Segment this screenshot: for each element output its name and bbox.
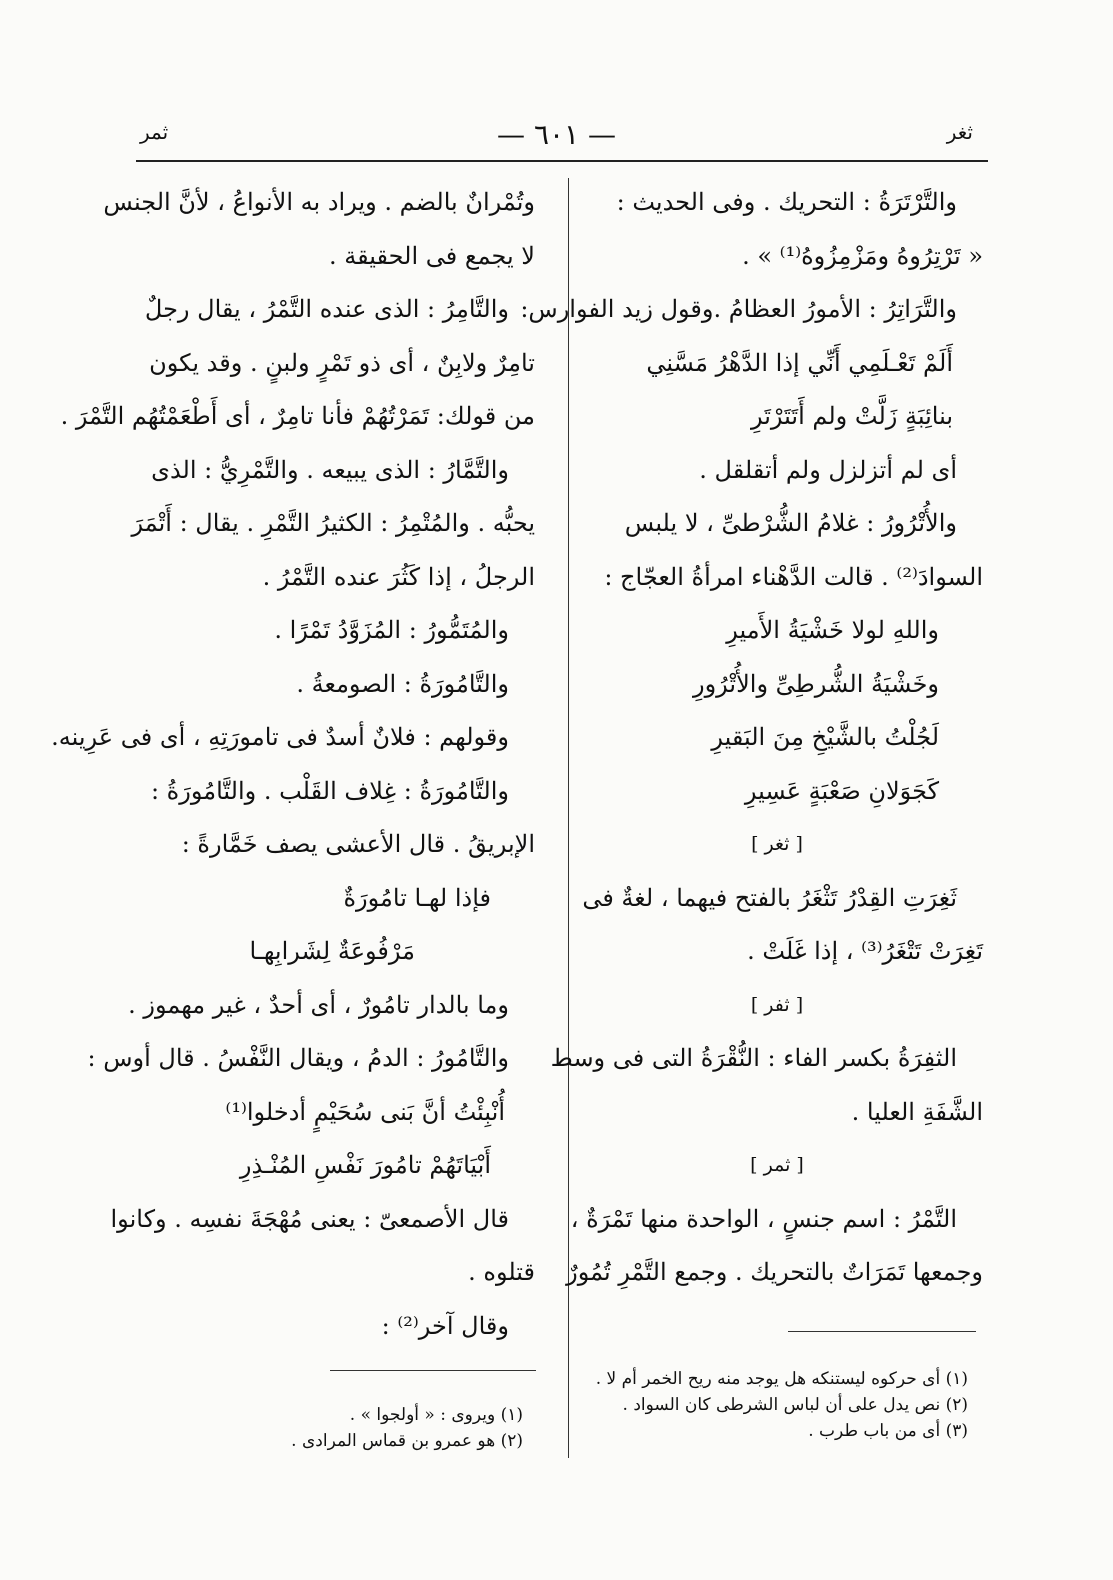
text-line: الشَّفَةِ العليا . <box>851 1097 983 1126</box>
text-line: تامِرٌ ولابِنٌ ، أى ذو تَمْرٍ ولبنٍ . وقد يكون <box>149 348 535 377</box>
right-column <box>520 176 983 1300</box>
text-line: لا يجمع فى الحقيقة . <box>329 241 535 270</box>
text-line: والتَّامِرُ : الذى عنده التَّمْرُ ، يقال رجلٌ <box>144 295 509 323</box>
text-line: وقال آخر⁽²⁾ : <box>381 1311 509 1340</box>
footnote: (٣) أى من باب طرب . <box>808 1421 968 1441</box>
verse-line: مَرْفُوعَةٌ لِشَرابِهـا <box>249 937 415 965</box>
text-line: السوادَ⁽²⁾ . قالت الدَّهْناء امرأةُ العجّاج : <box>604 562 983 591</box>
header-rule <box>136 160 988 162</box>
text-line: والتَّرَاتِرُ : الأمورُ العظامُ .وقول زيد الفوارس: <box>520 295 957 323</box>
footnote: (٢) نص يدل على أن لباس الشرطى كان السواد . <box>622 1395 968 1415</box>
footnotes-left <box>143 1402 523 1454</box>
left-column <box>51 176 535 1353</box>
verse-line: بنائِبَةٍ زَلَّتْ ولم أَتَتَرْتَرِ <box>750 402 953 430</box>
page-number: — ٦٠١ — <box>497 118 616 151</box>
text-line: والتَّرْتَرَةُ : التحريك . وفى الحديث : <box>616 188 957 216</box>
text-line: التَّمْرُ : اسم جنسٍ ، الواحدة منها تَمْرَةٌ ، <box>570 1204 957 1233</box>
text-line: والأُتْرُورُ : غلامُ الشُّرْطىِّ ، لا يلبس <box>624 509 957 537</box>
verse-line: واللهِ لولا خَشْيَةُ الأَميرِ <box>726 616 939 644</box>
entry-heading: [ ثفر ] <box>750 993 804 1016</box>
verse-line: لَجُلْتُ بالشَّيْخِ مِنَ البَقيرِ <box>711 723 939 751</box>
verse-line: أُنْبِئْتُ أنَّ بَنى سُحَيْمٍ أدخلوا⁽¹⁾ <box>225 1097 505 1126</box>
text-line: وجمعها تَمَرَاتٌ بالتحريك . وجمع التَّمْرِ تُمُورٌ <box>566 1258 983 1286</box>
text-line: الرجلُ ، إذا كَثُرَ عنده التَّمْرُ . <box>262 562 535 591</box>
text-line: والتَّامُورُ : الدمُ ، ويقال النَّفْسُ . قال أوس : <box>87 1044 509 1072</box>
text-line: قتلوه . <box>468 1258 535 1286</box>
text-line: من قولك: تَمَرْتُهُمْ فأنا تامِرٌ ، أى أَطْعَمْتُهُم التَّمْرَ . <box>60 402 535 430</box>
verse-line: أَلَمْ تَعْـلَمِي أَنِّي إذا الدَّهْرُ مَسَّنِي <box>646 348 953 377</box>
verse-line: أَبْيَاتَهُمْ تامُورَ نَفْسِ المُنْـذِرِ <box>239 1151 491 1179</box>
text-line: وقولهم : فلانٌ أسدٌ فى تامورَتِهِ ، أى فى عَرِينه. <box>51 723 509 751</box>
footnote: (٢) هو عمرو بن قماس المرادى . <box>291 1431 523 1451</box>
verse-line: فإذا لهـا تامُورَةٌ <box>343 883 491 912</box>
text-line: وتُمْرانٌ بالضم . ويراد به الأنواعُ ، لأنَّ الجنس <box>103 188 535 216</box>
text-line: تَغِرَتْ تَتْغَرُ⁽³⁾ ، إذا غَلَتْ . <box>747 937 983 965</box>
text-line: والتَّامُورَةُ : الصومعةُ . <box>296 669 509 698</box>
entry-heading: [ ثغر ] <box>751 833 803 855</box>
header-right-keyword: ثغر <box>946 120 973 144</box>
text-line: الثفِرَةُ بكسر الفاء : النُّقْرَةُ التى فى وسط <box>550 1044 957 1072</box>
verse-line: وخَشْيَةُ الشُّرطِىِّ والأُتْرُورِ <box>693 669 939 698</box>
text-line: قال الأصمعىّ : يعنى مُهْجَةَ نفسِه . وكانوا <box>110 1204 509 1233</box>
text-line: الإبريقُ . قال الأعشى يصف خَمَّارةً : <box>181 830 535 858</box>
entry-heading: [ ثمر ] <box>750 1154 804 1176</box>
footnote-rule-left <box>330 1370 536 1371</box>
footnote: (١) أى حركوه ليستنكه هل يوجد منه ريح الخمر أم لا . <box>595 1369 968 1389</box>
text-line: يحبُّه . والمُتْمِرُ : الكثيرُ التَّمْرِ . يقال : أَتْمَرَ <box>131 509 535 537</box>
text-line: والتَّمَّارُ : الذى يبيعه . والتَّمْرِيُّ : الذى <box>151 455 509 484</box>
footnote-rule-right <box>788 1331 976 1332</box>
text-line: أى لم أتزلزل ولم أتقلقل . <box>699 455 957 484</box>
text-line: والتَّامُورَةُ : غِلاف القَلْب . والتَّامُورَةُ : <box>150 776 509 805</box>
text-line: وما بالدار تامُورٌ ، أى أحدٌ ، غير مهموز . <box>128 990 509 1019</box>
verse-line: كَجَوَلانِ صَعْبَةٍ عَسِيرِ <box>744 776 939 805</box>
footnotes-right <box>568 1366 968 1444</box>
text-line: ثَغِرَتِ القِدْرُ تَثْغَرُ بالفتح فيهما ، لغةٌ فى <box>582 883 957 912</box>
header-left-keyword: ثمر <box>140 120 169 144</box>
text-line: والمُتَمُّورُ : المُزَوَّدُ تَمْرًا . <box>274 616 509 644</box>
text-line: « تَرْتِرُوهُ ومَزْمِزُوهُ⁽¹⁾ » . <box>742 241 983 270</box>
footnote: (١) ويروى : « أولجوا » . <box>349 1405 523 1425</box>
